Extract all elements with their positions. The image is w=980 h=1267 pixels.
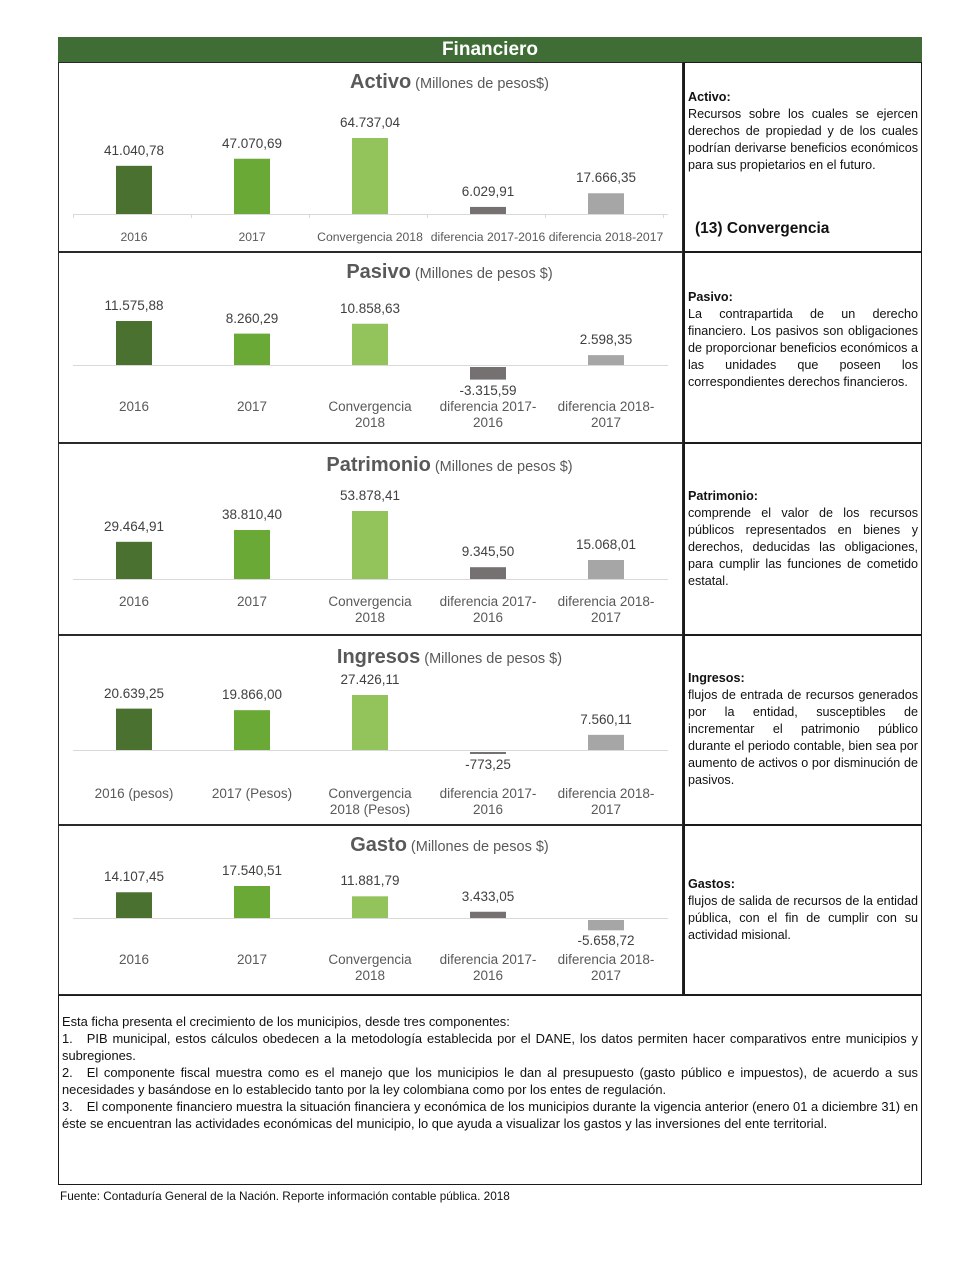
x-tick-label: 2016 [120,230,148,244]
description-heading: Gastos: [688,877,735,891]
description-activo [683,62,922,252]
bar-convergencia-2018-pesos [352,695,388,750]
data-label: 53.878,41 [339,488,401,503]
description-text: La contrapartida de un derecho financiero. Los pasivos son obligaciones de proporcionar beneficios económicos a las unidades que poseen los correspondientes derechos financieros. [688,307,918,389]
bar-2016-pesos [116,709,152,750]
description-patrimonio [683,443,922,635]
x-tick-label: diferencia 2017-2016 [430,230,546,244]
data-label: -3.315,59 [459,382,517,398]
x-tick-label: diferencia 2018-2017 [548,230,664,244]
x-tick-label: 2017 [238,230,266,244]
row-activo [58,62,922,252]
description-text: flujos de entrada de recursos generados por la entidad, susceptibles de incrementar el patrimonio público durante el periodo contable, bien sea por aumento de activos o por disminución de pasivos. [688,688,918,787]
description-block [688,670,918,789]
bar-convergencia-2018 [352,896,388,918]
chart-subtitle: (Millones de pesos $) [424,651,563,667]
description-block [688,89,918,174]
description-heading: Pasivo: [688,290,733,304]
convergencia-note: (13) Convergencia [695,220,830,237]
x-tick-label: Convergencia 2018 [328,399,412,430]
x-tick-label: diferencia 2017-2016 [439,399,537,430]
data-label: 9.345,50 [461,544,515,560]
section-header [58,37,922,62]
chart-subtitle: (Millones de pesos$) [415,76,549,92]
bar-2017-pesos [234,710,270,750]
description-block [688,289,918,391]
x-tick-label: diferencia 2018-2017 [557,786,655,817]
chart-patrimonio [58,443,683,635]
notes-box [58,995,922,1185]
bar-2017 [234,886,270,918]
row-gasto [58,825,922,995]
bar-diferencia-2018-2017 [588,735,624,750]
chart-subtitle: (Millones de pesos $) [410,839,549,855]
bar-convergencia-2018 [352,138,388,214]
bar-diferencia-2017-2016 [470,207,506,214]
chart-activo [58,62,683,252]
description-heading: Ingresos: [688,671,745,685]
data-label: 19.866,00 [221,687,283,703]
description-text: comprende el valor de los recursos públicos representados en bienes y derechos, deducidas las obligaciones, para cumplir las funciones de cometido estatal. [688,506,918,588]
data-label: -5.658,72 [577,933,635,949]
x-tick-label: diferencia 2017-2016 [439,952,537,983]
x-tick-label: 2017 [236,399,268,414]
x-tick-label: diferencia 2017-2016 [439,786,537,817]
data-label: 17.666,35 [575,170,637,186]
bar-2017 [234,530,270,579]
notes-item-number: 3. [62,1099,73,1114]
row-pasivo [58,252,922,443]
bar-diferencia-2017-2016 [470,567,506,579]
x-tick-label: 2016 (pesos) [94,786,174,801]
bar-2016 [116,166,152,214]
chart-subtitle: (Millones de pesos $) [414,266,553,282]
data-label: 17.540,51 [221,863,283,878]
x-tick-label: 2016 [118,399,150,414]
bar-diferencia-2017-2016 [470,912,506,918]
data-label: 64.737,04 [339,114,401,130]
description-gastos [683,825,922,995]
x-tick-label: 2016 [118,952,150,967]
notes-item-text: El componente fiscal muestra como es el manejo que los municipios le dan al presupuesto (gasto público e impuestos), de acuerdo a sus necesidades y basándose en lo establecido tanto por la ley colombiana como por los entes de regulación. [62,1065,918,1097]
bar-diferencia-2018-2017 [588,355,624,365]
notes-item-number: 2. [62,1065,73,1080]
data-label: 3.433,05 [461,888,515,904]
x-tick-label: 2017 (Pesos) [211,786,293,801]
bar-diferencia-2017-2016 [470,367,506,380]
description-pasivo [683,252,922,443]
chart-gasto [58,825,683,995]
x-tick-label: 2017 [236,952,268,967]
x-tick-label: diferencia 2017-2016 [439,594,537,625]
chart-pasivo [58,252,683,443]
source-note: Fuente: Contaduría General de la Nación. Reporte información contable pública. 2018 [60,1189,510,1203]
x-tick-label: 2017 [236,594,268,609]
notes-item-number: 1. [62,1031,73,1046]
description-heading: Activo: [688,90,731,104]
data-label: 15.068,01 [575,536,637,552]
data-label: 20.639,25 [103,685,165,701]
chart-title-text: Ingresos [336,646,421,668]
bar-convergencia-2018 [352,324,388,365]
data-label: 47.070,69 [221,135,283,151]
description-heading: Patrimonio: [688,489,758,503]
bar-diferencia-2018-2017 [588,560,624,579]
description-block [688,488,918,590]
notes-item [62,1064,918,1098]
notes-item [62,1030,918,1064]
data-label: 29.464,91 [103,518,165,534]
description-ingresos [683,635,922,825]
notes-item-text: El componente financiero muestra la situación financiera y económica de los municipios durante la vigencia anterior (enero 01 a diciembre 31) en éste se encuentran las actividades económicas del municipio, lo que ayuda a visualizar los gastos y las inversiones del ente territorial. [62,1099,918,1131]
x-tick-label: diferencia 2018-2017 [557,952,655,983]
bar-diferencia-2017-2016 [470,752,506,754]
data-label: 11.575,88 [104,298,164,313]
notes-content [62,1013,918,1132]
data-label: 38.810,40 [221,507,283,523]
data-label: -773,25 [465,757,511,772]
data-label: 11.881,79 [340,873,400,889]
chart-ingresos [58,635,683,825]
bar-convergencia-2018 [352,511,388,579]
chart-subtitle: (Millones de pesos $) [434,459,573,475]
bar-2017 [234,159,270,214]
notes-item-text: PIB municipal, estos cálculos obedecen a la metodología establecida por el DANE, los datos permiten hacer comparativos entre municipios y subregiones. [62,1031,918,1063]
description-text: flujos de salida de recursos de la entidad pública, con el fin de cumplir con su actividad misional. [688,894,918,942]
x-tick-label: Convergencia 2018 (Pesos) [328,786,412,817]
notes-intro: Esta ficha presenta el crecimiento de los municipios, desde tres componentes: [62,1014,510,1029]
x-tick-label: diferencia 2018-2017 [557,594,655,625]
description-text: Recursos sobre los cuales se ejercen derechos de propiedad y de los cuales podrían derivarse beneficios económicos para sus propietarios en el futuro. [688,107,918,172]
bar-2016 [116,542,152,579]
x-tick-label: Convergencia 2018 [328,952,412,983]
bar-diferencia-2018-2017 [588,920,624,930]
data-label: 10.858,63 [339,300,401,316]
x-tick-label: diferencia 2018-2017 [557,399,655,430]
bar-2017 [234,334,270,365]
chart-title-text: Patrimonio [326,454,431,476]
data-label: 7.560,11 [580,711,632,727]
notes-item [62,1098,918,1132]
data-label: 6.029,91 [461,183,515,199]
bar-2016 [116,892,152,918]
data-label: 2.598,35 [579,332,633,348]
chart-title-text: Activo [350,71,412,93]
section-title: Financiero [441,39,539,60]
data-label: 8.260,29 [225,310,279,326]
description-block [688,876,918,944]
chart-title-text: Gasto [350,834,407,856]
x-tick-label: Convergencia 2018 [317,230,423,244]
x-tick-label: 2016 [118,594,150,609]
chart-title-text: Pasivo [346,261,411,283]
data-label: 41.040,78 [103,142,165,158]
x-tick-label: Convergencia 2018 [328,594,412,625]
row-ingresos [58,635,922,825]
data-label: 14.107,45 [103,869,165,885]
data-label: 27.426,11 [340,672,400,687]
row-patrimonio [58,443,922,635]
bar-diferencia-2018-2017 [588,193,624,214]
bar-2016 [116,321,152,365]
